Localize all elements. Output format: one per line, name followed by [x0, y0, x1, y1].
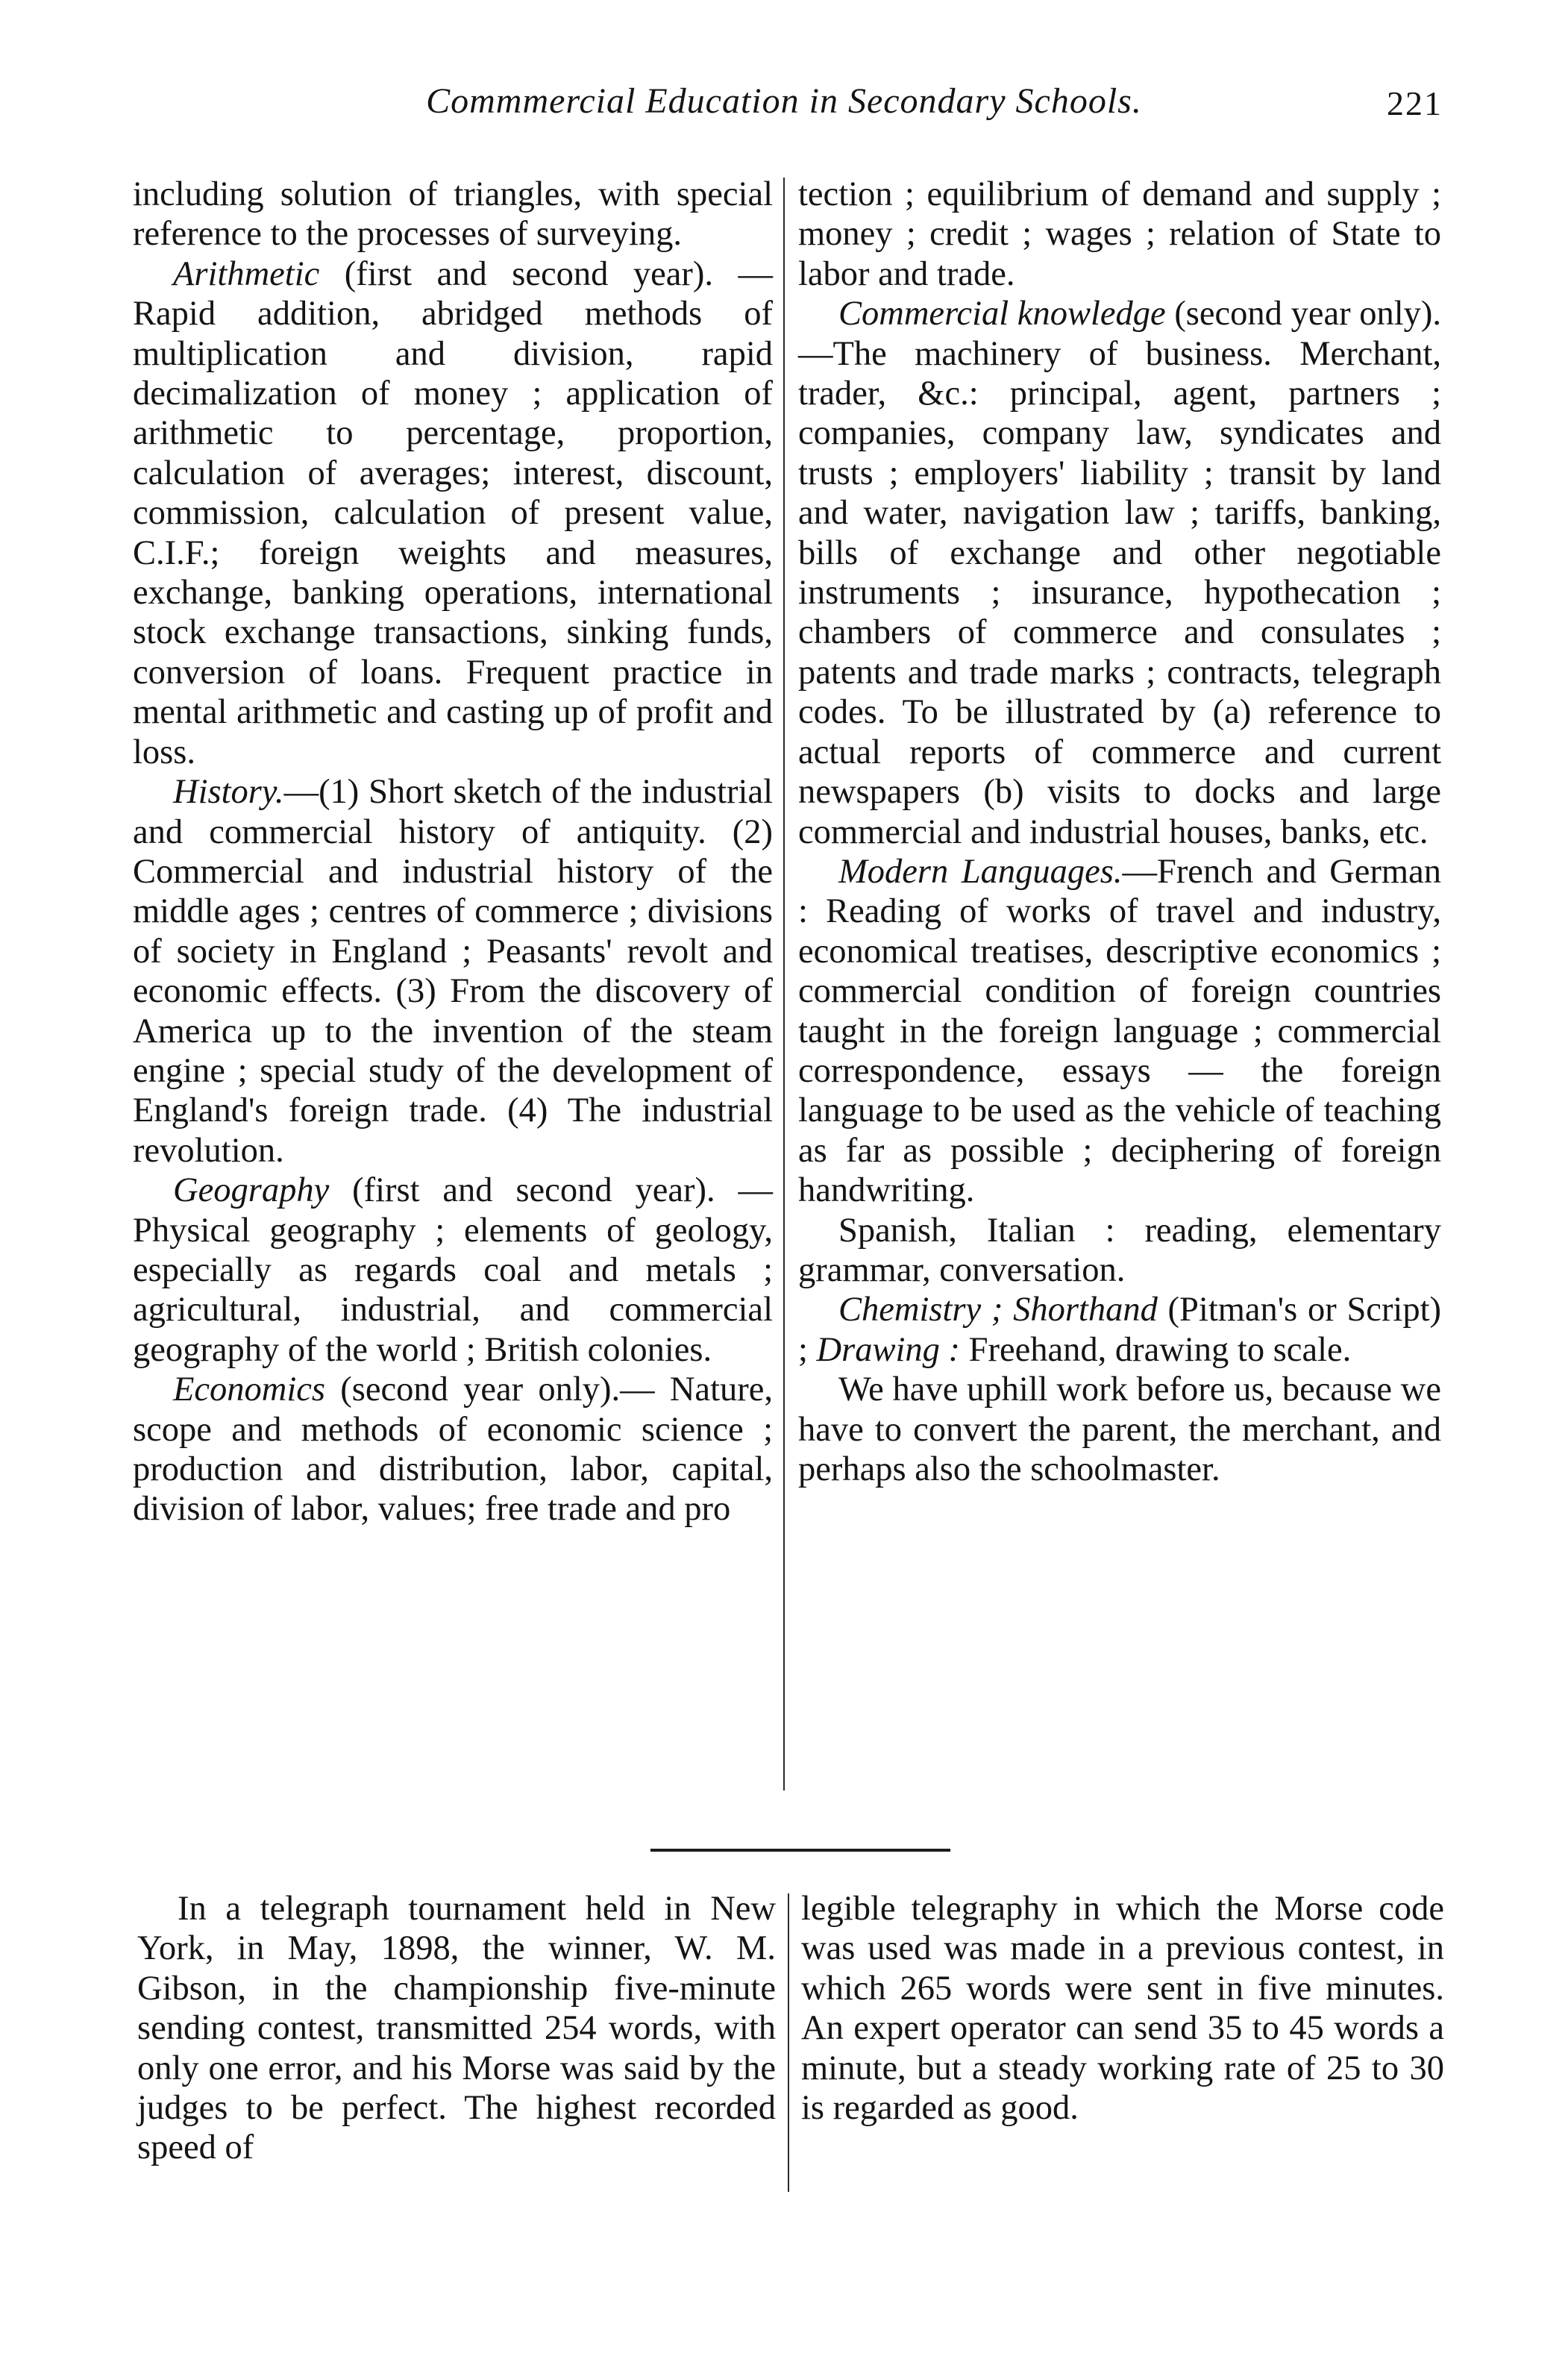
column-divider [783, 178, 785, 1791]
shorthand-note: (Pitman's or Script) ; [798, 1291, 1442, 1369]
economics-heading: Economics [173, 1370, 326, 1409]
right-paragraph-protection: tection ; equilibrium of demand and supply ; money ; credit ; wages ; relation of State to labor and trade. [798, 175, 1441, 293]
geography-heading: Geography [173, 1171, 330, 1210]
chemistry-shorthand-heading: Chemistry ; Shorthand [838, 1291, 1158, 1329]
geography-text: (first and second year). —Physical geography ; elements of geology, especially as regards coal and metals ; agricultural, industrial, and commercial geography of the world ; British colonies. [133, 1171, 773, 1369]
economics-text: (second year only).— Nature, scope and methods of economic science ; production and distribution, labor, capital, division of labor, values; free trade and pro [133, 1370, 773, 1529]
left-paragraph-arithmetic [133, 254, 773, 772]
left-paragraph-surveying: including solution of triangles, with special reference to the processes of surveying. [133, 175, 773, 254]
right-paragraph-spanish-italian: Spanish, Italian : reading, elementary grammar, conversation. [798, 1211, 1441, 1289]
section-separator-rule [650, 1849, 950, 1852]
left-paragraph-economics [133, 1370, 773, 1529]
right-paragraph-commercial-knowledge [798, 294, 1441, 852]
right-column [798, 175, 1441, 1489]
drawing-text: Freehand, drawing to scale. [960, 1330, 1352, 1369]
page-number: 221 [1387, 84, 1443, 122]
telegraph-note-right [801, 1889, 1444, 2128]
commercial-knowledge-heading: Commercial knowledge [838, 295, 1166, 333]
left-paragraph-geography [133, 1171, 773, 1370]
telegraph-note-left [137, 1889, 776, 2168]
left-paragraph-history [133, 772, 773, 1171]
modern-languages-text: —French and German : Reading of works of travel and industry, economical treatises, descriptive economics ; commercial condition of foreign countries taught in the foreign language ; commercial correspondence, essays — the foreign language to be used as the vehicle of teaching as far as possible ; deciphering of foreign handwriting. [798, 852, 1441, 1210]
right-paragraph-conclusion: We have uphill work before us, because we have to convert the parent, the merchant, and perhaps also the schoolmaster. [798, 1370, 1441, 1488]
commercial-knowledge-text: (second year only).—The machinery of business. Merchant, trader, &c.: principal, agent, partners ; companies, company law, syndicates and trusts ; employers' liability ; transit by land and water, navigation law ; tariffs, banking, bills of exchange and other negotiable instruments ; insurance, hypothecation ; chambers of commerce and consulates ; patents and trade marks ; contracts, telegraph codes. To be illustrated by (a) reference to actual reports of commerce and current newspapers (b) visits to docks and large commercial and industrial houses, banks, etc. [798, 295, 1442, 851]
note-column-divider [788, 1893, 789, 2192]
telegraph-note-right-text: legible telegraphy in which the Morse code was used was made in a previous contest, in which 265 words were sent in five minutes. An expert operator can send 35 to 45 words a minute, but a steady working rate of 25 to 30 is regarded as good. [801, 1890, 1444, 2128]
right-paragraph-modern-languages [798, 852, 1441, 1211]
telegraph-note-left-text: In a telegraph tournament held in New York, in May, 1898, the winner, W. M. Gibson, in the championship five-minute sending contest, transmitted 254 words, with only one error, and his Morse was said by the judges to be perfect. The highest recorded speed of [137, 1890, 776, 2167]
running-title: Commmercial Education in Secondary Schools. [426, 81, 1142, 121]
modern-languages-heading: Modern Languages. [838, 852, 1123, 891]
arithmetic-heading: Arithmetic [173, 254, 320, 293]
right-paragraph-chemistry-shorthand-drawing [798, 1290, 1441, 1370]
history-heading: History. [173, 773, 284, 812]
arithmetic-text: (first and second year). —Rapid addition, abridged methods of multiplication and division, rapid decimalization of money ; application of arithmetic to percentage, proportion, calculation of averages; interest, discount, commission, calculation of present value, C.I.F.; foreign weights and measures, exchange, banking operations, international stock exchange transactions, sinking funds, conversion of loans. Frequent practice in mental arithmetic and casting up of profit and loss. [133, 254, 773, 771]
left-column [133, 175, 773, 1529]
history-text: —(1) Short sketch of the industrial and commercial history of antiquity. (2) Commercial and industrial history of the middle ages ; centres of commerce ; divisions of society in England ; Peasants' revolt and economic effects. (3) From the discovery of America up to the invention of the steam engine ; special study of the development of England's foreign trade. (4) The industrial revolution. [133, 773, 773, 1170]
drawing-heading: Drawing : [816, 1330, 961, 1369]
